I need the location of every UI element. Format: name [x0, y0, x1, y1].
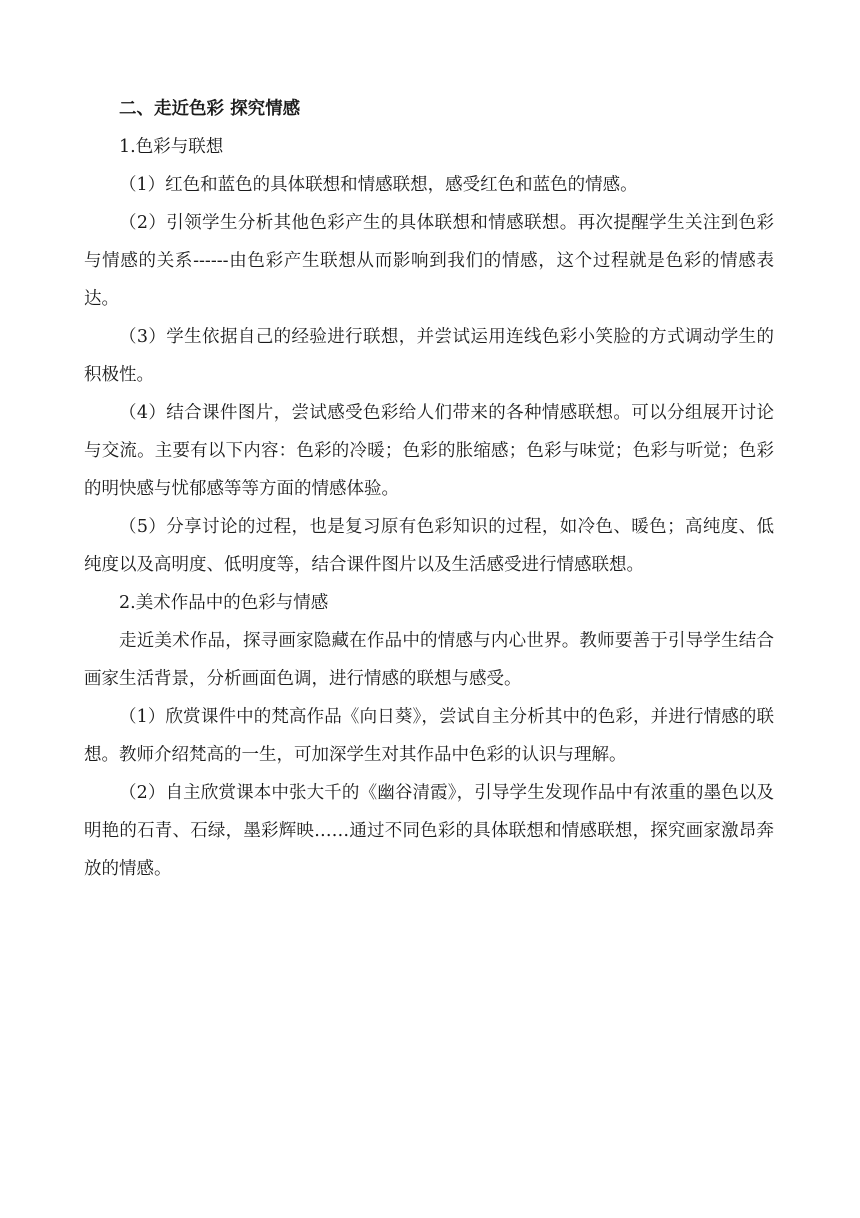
paragraph-1-3: （3）学生依据自己的经验进行联想，并尝试运用连线色彩小笑脸的方式调动学生的积极性。	[84, 327, 774, 385]
document-body	[84, 90, 774, 888]
paragraph-2-2: （2）自主欣赏课本中张大千的《幽谷清霞》，引导学生发现作品中有浓重的墨色以及明艳的石青、石绿，墨彩辉映……通过不同色彩的具体联想和情感联想，探究画家激昂奔放的情感。	[84, 783, 774, 879]
section-heading: 二、走近色彩 探究情感	[119, 99, 301, 119]
paragraph-1-4: （4）结合课件图片，尝试感受色彩给人们带来的各种情感联想。可以分组展开讨论与交流。主要有以下内容：色彩的冷暖；色彩的胀缩感；色彩与味觉；色彩与听觉；色彩的明快感与忧郁感等等方面的情感体验。	[84, 403, 774, 499]
paragraph-2-intro: 走近美术作品，探寻画家隐藏在作品中的情感与内心世界。教师要善于引导学生结合画家生活背景，分析画面色调，进行情感的联想与感受。	[84, 631, 774, 689]
paragraph-1-1: （1）红色和蓝色的具体联想和情感联想，感受红色和蓝色的情感。	[119, 175, 638, 195]
subsection-title-artwork-color: 2.美术作品中的色彩与情感	[119, 593, 329, 613]
subsection-title-color-association: 1.色彩与联想	[119, 137, 224, 157]
paragraph-1-5: （5）分享讨论的过程，也是复习原有色彩知识的过程，如冷色、暖色；高纯度、低纯度以及高明度、低明度等，结合课件图片以及生活感受进行情感联想。	[84, 517, 774, 575]
paragraph-2-1: （1）欣赏课件中的梵高作品《向日葵》，尝试自主分析其中的色彩，并进行情感的联想。教师介绍梵高的一生，可加深学生对其作品中色彩的认识与理解。	[84, 707, 774, 765]
paragraph-1-2: （2）引领学生分析其他色彩产生的具体联想和情感联想。再次提醒学生关注到色彩与情感的关系------由色彩产生联想从而影响到我们的情感，这个过程就是色彩的情感表达。	[84, 213, 774, 309]
